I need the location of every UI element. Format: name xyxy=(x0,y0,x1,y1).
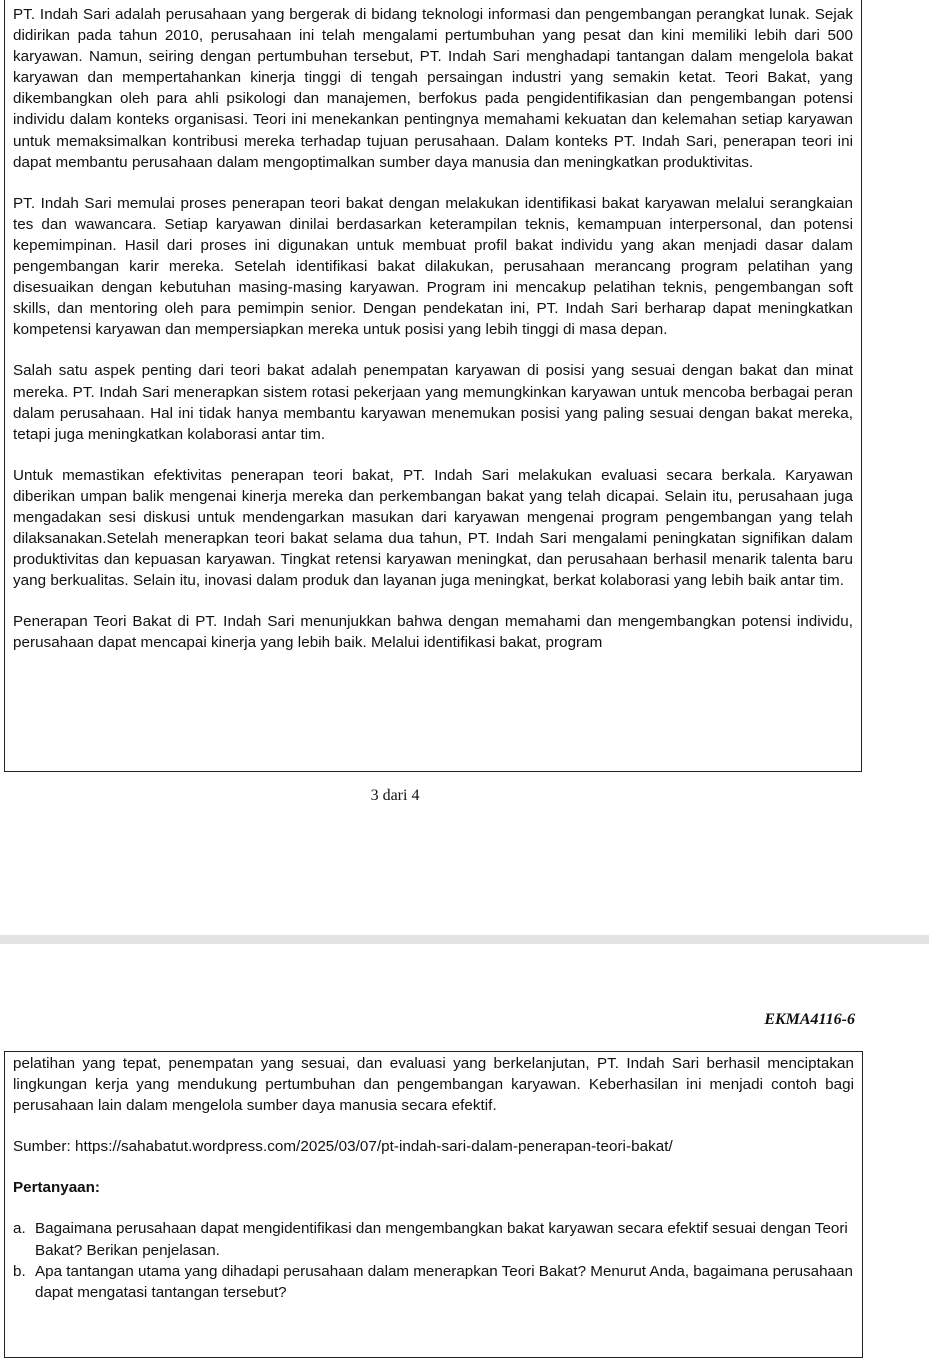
paragraph-evaluation: Untuk memastikan efektivitas penerapan teori bakat, PT. Indah Sari melakukan evaluasi secara berkala. Karyawan diberikan umpan balik mengenai kinerja mereka dan perkembangan bakat yang telah dicapai. Selain itu, perusahaan juga mengadakan sesi diskusi untuk mendengarkan masukan dari karyawan mengenai program pengembangan yang telah dilaksanakan.Setelah menerapkan teori bakat selama dua tahun, PT. Indah Sari mengalami peningkatan signifikan dalam produktivitas dan kepuasan karyawan. Tingkat retensi karyawan meningkat, dan perusahaan berhasil menarik talenta baru yang berkualitas. Selain itu, inovasi dalam produk dan layanan juga meningkat, berkat kolaborasi yang lebih baik antar tim. xyxy=(13,466,853,590)
paragraph-identification: PT. Indah Sari memulai proses penerapan teori bakat dengan melakukan identifikasi bakat karyawan melalui serangkaian tes dan wawancara. Setiap karyawan dinilai berdasarkan keterampilan teknis, kemampuan interpersonal, dan potensi kepemimpinan. Hasil dari proses ini digunakan untuk membuat profil bakat individu yang akan menjadi dasar dalam pengembangan karir mereka. Setelah identifikasi bakat dilakukan, perusahaan merancang program pelatihan yang disesuaikan dengan kebutuhan masing-masing karyawan. Program ini mencakup pelatihan teknis, pengembangan soft skills, dan mentoring oleh para pemimpin senior. Dengan pendekatan ini, PT. Indah Sari berharap dapat meningkatkan kompetensi karyawan dan mempersiapkan mereka untuk posisi yang lebih tinggi di masa depan. xyxy=(13,194,853,339)
paragraph-intro: PT. Indah Sari adalah perusahaan yang bergerak di bidang teknologi informasi dan pengembangan perangkat lunak. Sejak didirikan pada tahun 2010, perusahaan ini telah mengalami pertumbuhan yang pesat dan kini memiliki lebih dari 500 karyawan. Namun, seiring dengan pertumbuhan tersebut, PT. Indah Sari menghadapi tantangan dalam mengelola bakat karyawan dan mempertahankan kinerja tinggi di tengah persaingan industri yang semakin ketat. Teori Bakat, yang dikembangkan oleh para ahli psikologi dan manajemen, berfokus pada pengidentifikasian dan pengembangan potensi individu dalam konteks organisasi. Teori ini menekankan pentingnya memahami kekuatan dan kelemahan setiap karyawan untuk memaksimalkan kontribusi mereka terhadap tujuan perusahaan. Dalam konteks PT. Indah Sari, penerapan teori ini dapat membantu perusahaan dalam mengoptimalkan sumber daya manusia dan meningkatkan produktivitas. xyxy=(13,6,853,171)
question-text: Apa tantangan utama yang dihadapi perusahaan dalam menerapkan Teori Bakat? Menurut Anda, bagaimana perusahaan dapat mengatasi tantangan tersebut? xyxy=(35,1262,853,1301)
questions-heading: Pertanyaan: xyxy=(13,1179,100,1197)
paragraph-placement: Salah satu aspek penting dari teori bakat adalah penempatan karyawan di posisi yang sesuai dengan bakat dan minat mereka. PT. Indah Sari menerapkan sistem rotasi pekerjaan yang memungkinkan karyawan untuk mencoba berbagai peran dalam perusahaan. Hal ini tidak hanya membantu karyawan menemukan posisi yang paling sesuai dengan bakat mereka, tetapi juga meningkatkan kolaborasi antar tim. xyxy=(13,362,853,443)
question-text: Bagaimana perusahaan dapat mengidentifikasi dan mengembangkan bakat karyawan secara efektif sesuai dengan Teori Bakat? Berikan penjelasan. xyxy=(35,1220,848,1259)
question-item xyxy=(13,1261,854,1303)
case-study-box-top xyxy=(4,0,862,772)
source-citation: Sumber: https://sahabatut.wordpress.com/2025/03/07/pt-indah-sari-dalam-penerapan-teori-bakat/ xyxy=(13,1138,673,1156)
page-separator xyxy=(0,935,929,944)
page-number: 3 dari 4 xyxy=(370,787,420,804)
paragraph-continuation: pelatihan yang tepat, penempatan yang sesuai, dan evaluasi yang berkelanjutan, PT. Indah Sari berhasil menciptakan lingkungan kerja yang mendukung pertumbuhan dan pengembangan karyawan. Keberhasilan ini menjadi contoh bagi perusahaan lain dalam mengelola sumber daya manusia secara efektif. xyxy=(13,1055,854,1115)
course-code-header: EKMA4116-6 xyxy=(764,1011,855,1028)
question-letter: b. xyxy=(13,1262,26,1280)
paragraph-conclusion: Penerapan Teori Bakat di PT. Indah Sari menunjukkan bahwa dengan memahami dan mengembangkan potensi individu, perusahaan dapat mencapai kinerja yang lebih baik. Melalui identifikasi bakat, program xyxy=(13,613,853,652)
case-study-box-bottom xyxy=(4,1051,863,1358)
question-letter: a. xyxy=(13,1220,26,1238)
question-item xyxy=(13,1218,854,1260)
